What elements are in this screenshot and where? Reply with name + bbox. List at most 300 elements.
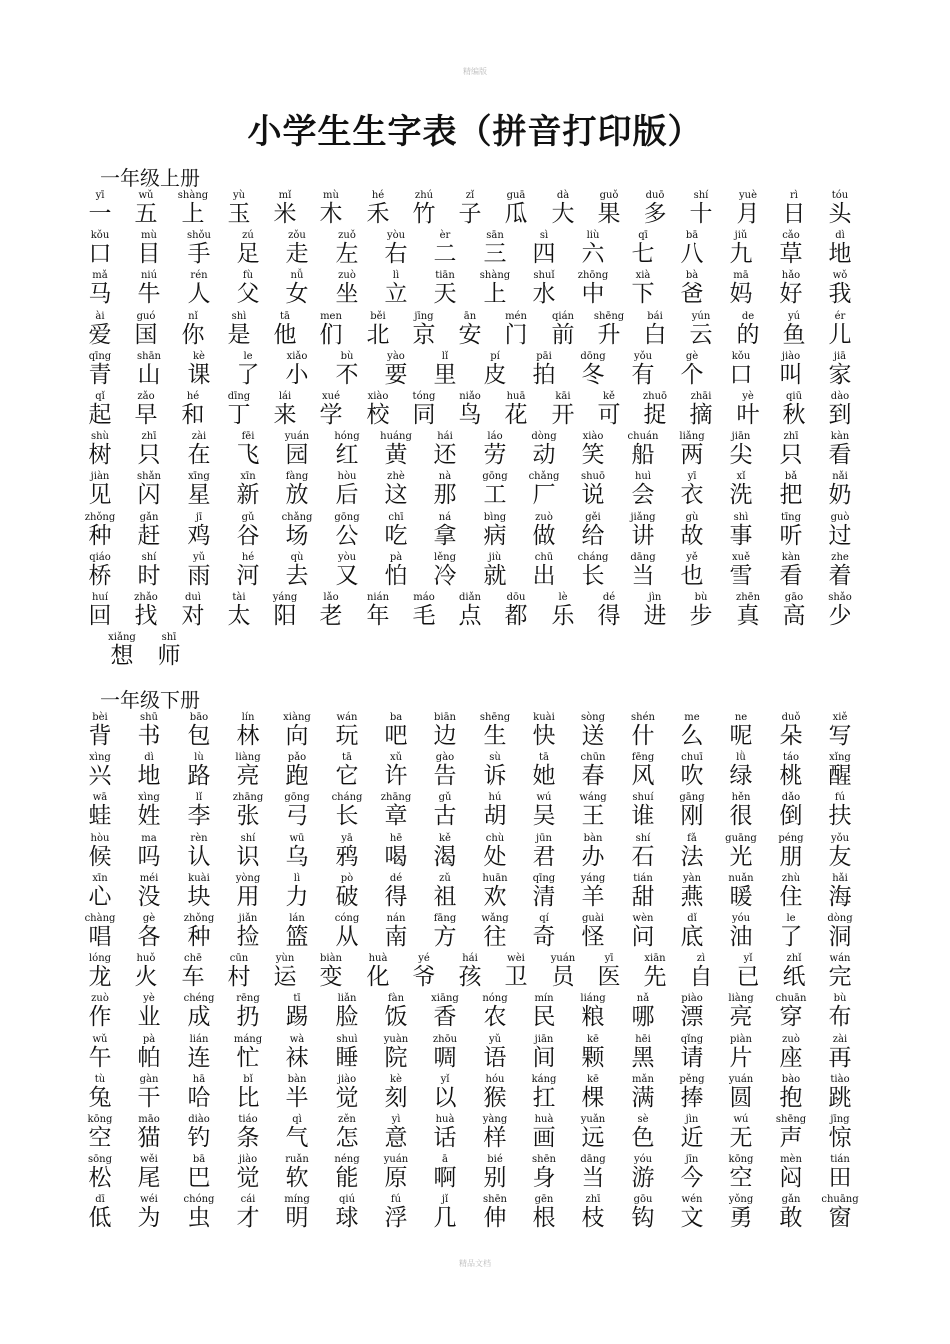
hanzi: 窗 xyxy=(828,1205,852,1231)
character-cell xyxy=(325,1154,369,1194)
character-cell xyxy=(670,993,714,1033)
hanzi: 们 xyxy=(319,322,343,348)
pinyin: qián xyxy=(551,311,574,322)
pinyin: lái xyxy=(278,391,292,402)
character-cell xyxy=(78,873,122,913)
pinyin: me xyxy=(684,712,700,723)
pinyin: qiú xyxy=(338,1194,356,1205)
character-cell xyxy=(402,592,446,632)
character-cell xyxy=(719,512,763,552)
hanzi: 成 xyxy=(187,1004,211,1030)
hanzi: 低 xyxy=(88,1205,112,1231)
pinyin: zhī xyxy=(783,431,799,442)
pinyin: pò xyxy=(340,873,354,884)
character-cell xyxy=(226,993,270,1033)
character-cell xyxy=(541,953,585,993)
character-cell xyxy=(769,1194,813,1234)
character-cell xyxy=(818,512,862,552)
character-cell xyxy=(522,351,566,391)
pinyin: kē xyxy=(587,1034,599,1045)
pinyin: fú xyxy=(834,792,846,803)
hanzi: 南 xyxy=(384,924,408,950)
hanzi: 快 xyxy=(532,723,556,749)
hanzi: 好 xyxy=(779,281,803,307)
character-cell xyxy=(423,792,467,832)
hanzi: 年 xyxy=(366,603,390,629)
character-cell xyxy=(275,270,319,310)
character-cell xyxy=(621,270,665,310)
pinyin: bàn xyxy=(287,1074,307,1085)
pinyin: kè xyxy=(390,1074,402,1085)
character-cell xyxy=(448,391,492,431)
pinyin: lǐ xyxy=(195,792,203,803)
character-cell xyxy=(541,592,585,632)
hanzi: 子 xyxy=(458,201,482,227)
hanzi: 布 xyxy=(828,1004,852,1030)
pinyin: zhī xyxy=(141,431,157,442)
character-cell xyxy=(263,953,307,993)
character-cell xyxy=(719,712,763,752)
character-cell xyxy=(818,953,862,993)
character-cell xyxy=(587,391,631,431)
pinyin: mín xyxy=(534,993,554,1004)
hanzi: 秋 xyxy=(782,402,806,428)
hanzi: 想 xyxy=(110,643,134,669)
character-row xyxy=(0,552,950,592)
pinyin: shí xyxy=(693,190,709,201)
character-cell xyxy=(621,1034,665,1074)
pinyin: shí xyxy=(141,552,157,563)
pinyin: ruǎn xyxy=(285,1154,309,1165)
hanzi: 光 xyxy=(729,844,753,870)
character-cell xyxy=(571,1194,615,1234)
pinyin: xiě xyxy=(832,712,848,723)
pinyin: yī xyxy=(604,953,614,964)
character-cell xyxy=(177,1114,221,1154)
pinyin: shǎo xyxy=(828,592,852,603)
hanzi: 的 xyxy=(736,322,760,348)
pinyin: hé xyxy=(371,190,385,201)
character-cell xyxy=(473,471,517,511)
hanzi: 球 xyxy=(335,1205,359,1231)
character-cell xyxy=(719,993,763,1033)
pinyin: shì xyxy=(231,311,247,322)
character-cell xyxy=(275,1154,319,1194)
page-footer-mark: 精品文档 xyxy=(459,1259,491,1268)
pinyin: hěn xyxy=(731,792,751,803)
pinyin: shǒu xyxy=(186,230,212,241)
pinyin: liǎng xyxy=(679,431,705,442)
pinyin: guā xyxy=(506,190,526,201)
character-cell xyxy=(171,311,215,351)
character-cell xyxy=(423,1034,467,1074)
pinyin: xǐ xyxy=(736,471,746,482)
hanzi: 作 xyxy=(88,1004,112,1030)
character-cell xyxy=(621,712,665,752)
hanzi: 兔 xyxy=(88,1085,112,1111)
character-cell xyxy=(127,351,171,391)
character-cell xyxy=(263,391,307,431)
hanzi: 业 xyxy=(137,1004,161,1030)
character-row xyxy=(0,431,950,471)
hanzi: 才 xyxy=(236,1205,260,1231)
pinyin: tóng xyxy=(412,391,436,402)
pinyin: sù xyxy=(489,752,501,763)
hanzi: 也 xyxy=(680,563,704,589)
character-cell xyxy=(275,712,319,752)
pinyin: tiáo xyxy=(238,1114,258,1125)
character-cell xyxy=(127,752,171,792)
hanzi: 变 xyxy=(319,964,343,990)
hanzi: 间 xyxy=(532,1045,556,1071)
pinyin: duō xyxy=(645,190,665,201)
pinyin: xiàng xyxy=(283,712,311,723)
character-cell xyxy=(818,752,862,792)
hanzi: 再 xyxy=(828,1045,852,1071)
pinyin: qí xyxy=(539,913,549,924)
character-cell xyxy=(177,752,221,792)
pinyin: wā xyxy=(92,792,108,803)
hanzi: 上 xyxy=(483,281,507,307)
character-cell xyxy=(818,351,862,391)
hanzi: 帕 xyxy=(137,1045,161,1071)
character-cell xyxy=(226,471,270,511)
character-cell xyxy=(621,351,665,391)
hanzi: 底 xyxy=(680,924,704,950)
hanzi: 奶 xyxy=(828,482,852,508)
hanzi: 家 xyxy=(828,362,852,388)
pinyin: chuāng xyxy=(821,1194,859,1205)
pinyin: nǎi xyxy=(832,471,848,482)
character-cell xyxy=(769,230,813,270)
hanzi: 手 xyxy=(187,241,211,267)
hanzi: 认 xyxy=(187,844,211,870)
pinyin: péng xyxy=(778,833,804,844)
pinyin: fàn xyxy=(387,993,405,1004)
character-cell xyxy=(769,431,813,471)
hanzi: 敢 xyxy=(779,1205,803,1231)
character-cell xyxy=(127,552,171,592)
pinyin: yī xyxy=(687,471,697,482)
hanzi: 刚 xyxy=(680,803,704,829)
character-cell xyxy=(309,311,353,351)
character-cell xyxy=(263,190,307,230)
hanzi: 意 xyxy=(384,1125,408,1151)
pinyin: wú xyxy=(733,1114,749,1125)
pinyin: shēn xyxy=(483,1194,507,1205)
character-cell xyxy=(226,230,270,270)
pinyin: kě xyxy=(603,391,615,402)
character-cell xyxy=(325,873,369,913)
hanzi: 爸 xyxy=(680,281,704,307)
character-cell xyxy=(769,913,813,953)
character-cell xyxy=(818,1154,862,1194)
character-cell xyxy=(226,270,270,310)
pinyin: zhuō xyxy=(642,391,668,402)
pinyin: hái xyxy=(437,431,453,442)
pinyin: le xyxy=(243,351,253,362)
character-cell xyxy=(177,792,221,832)
hanzi: 路 xyxy=(187,763,211,789)
pinyin: zuò xyxy=(782,1034,800,1045)
pinyin: qīng xyxy=(532,873,556,884)
character-cell xyxy=(679,391,723,431)
hanzi: 京 xyxy=(412,322,436,348)
character-cell xyxy=(78,792,122,832)
character-cell xyxy=(726,391,770,431)
hanzi: 你 xyxy=(181,322,205,348)
character-cell xyxy=(402,391,446,431)
hanzi: 鸟 xyxy=(458,402,482,428)
pinyin: xià xyxy=(635,270,651,281)
character-cell xyxy=(769,873,813,913)
character-row xyxy=(0,1114,950,1154)
character-cell xyxy=(423,993,467,1033)
character-cell xyxy=(633,592,677,632)
hanzi: 生 xyxy=(483,723,507,749)
hanzi: 空 xyxy=(729,1165,753,1191)
character-cell xyxy=(818,792,862,832)
hanzi: 禾 xyxy=(366,201,390,227)
pinyin: xǐng xyxy=(829,752,851,763)
character-cell xyxy=(423,873,467,913)
pinyin: zhōu xyxy=(432,1034,458,1045)
hanzi: 地 xyxy=(137,763,161,789)
character-cell xyxy=(127,512,171,552)
character-cell xyxy=(473,792,517,832)
character-cell xyxy=(78,953,122,993)
character-cell xyxy=(473,752,517,792)
hanzi: 蛙 xyxy=(88,803,112,829)
pinyin: ài xyxy=(95,311,105,322)
character-cell xyxy=(670,913,714,953)
character-row xyxy=(0,1034,950,1074)
character-cell xyxy=(769,552,813,592)
pinyin: gōng xyxy=(284,792,310,803)
character-cell xyxy=(571,1074,615,1114)
hanzi: 大 xyxy=(551,201,575,227)
hanzi: 孩 xyxy=(458,964,482,990)
character-cell xyxy=(522,993,566,1033)
hanzi: 新 xyxy=(236,482,260,508)
pinyin: shēn xyxy=(532,1154,556,1165)
pinyin: chū xyxy=(534,552,554,563)
hanzi: 来 xyxy=(273,402,297,428)
hanzi: 到 xyxy=(828,402,852,428)
hanzi: 许 xyxy=(384,763,408,789)
pinyin: tā xyxy=(342,752,352,763)
hanzi: 米 xyxy=(273,201,297,227)
hanzi: 语 xyxy=(483,1045,507,1071)
pinyin: niú xyxy=(140,270,158,281)
character-cell xyxy=(473,230,517,270)
pinyin: yì xyxy=(391,1114,401,1125)
pinyin: dào xyxy=(830,391,850,402)
pinyin: xiào xyxy=(367,391,389,402)
character-cell xyxy=(78,712,122,752)
hanzi: 那 xyxy=(433,482,457,508)
character-cell xyxy=(769,270,813,310)
pinyin: yǒng xyxy=(728,1194,754,1205)
character-cell xyxy=(571,712,615,752)
hanzi: 月 xyxy=(736,201,760,227)
pinyin: jiǎn xyxy=(238,913,258,924)
character-cell xyxy=(177,993,221,1033)
hanzi: 袜 xyxy=(285,1045,309,1071)
character-cell xyxy=(473,833,517,873)
pinyin: piào xyxy=(681,993,703,1004)
character-cell xyxy=(374,1074,418,1114)
pinyin: dòng xyxy=(531,431,557,442)
pinyin: tián xyxy=(830,1154,850,1165)
hanzi: 谷 xyxy=(236,523,260,549)
hanzi: 连 xyxy=(187,1045,211,1071)
pinyin: jiù xyxy=(488,552,502,563)
hanzi: 六 xyxy=(581,241,605,267)
hanzi: 人 xyxy=(187,281,211,307)
character-cell xyxy=(571,230,615,270)
hanzi: 虫 xyxy=(187,1205,211,1231)
pinyin: shuǐ xyxy=(533,270,555,281)
character-cell xyxy=(571,752,615,792)
pinyin: guó xyxy=(136,311,156,322)
hanzi: 纸 xyxy=(782,964,806,990)
character-cell xyxy=(522,913,566,953)
hanzi: 洗 xyxy=(729,482,753,508)
pinyin: liù xyxy=(586,230,600,241)
character-cell xyxy=(325,993,369,1033)
pinyin: tī xyxy=(293,993,301,1004)
hanzi: 儿 xyxy=(828,322,852,348)
character-cell xyxy=(177,913,221,953)
hanzi: 花 xyxy=(504,402,528,428)
hanzi: 化 xyxy=(366,964,390,990)
hanzi: 很 xyxy=(729,803,753,829)
pinyin: bái xyxy=(647,311,663,322)
character-cell xyxy=(147,632,191,672)
hanzi: 安 xyxy=(458,322,482,348)
hanzi: 从 xyxy=(335,924,359,950)
hanzi: 片 xyxy=(729,1045,753,1071)
character-cell xyxy=(423,833,467,873)
section-heading: 一年级下册 xyxy=(100,688,200,712)
pinyin: gè xyxy=(142,913,156,924)
character-cell xyxy=(325,1034,369,1074)
pinyin: yǒu xyxy=(633,351,653,362)
pinyin: shǎn xyxy=(137,471,161,482)
hanzi: 怪 xyxy=(581,924,605,950)
character-cell xyxy=(325,351,369,391)
pinyin: yā xyxy=(341,833,353,844)
hanzi: 话 xyxy=(433,1125,457,1151)
pinyin: jiǔ xyxy=(734,230,748,241)
hanzi: 北 xyxy=(366,322,390,348)
pinyin: rén xyxy=(190,270,208,281)
character-cell xyxy=(127,230,171,270)
pinyin: mā xyxy=(733,270,749,281)
character-row xyxy=(0,953,950,993)
hanzi: 识 xyxy=(236,844,260,870)
character-cell xyxy=(522,833,566,873)
pinyin: wén xyxy=(681,1194,703,1205)
hanzi: 画 xyxy=(532,1125,556,1151)
character-cell xyxy=(124,311,168,351)
hanzi: 村 xyxy=(227,964,251,990)
character-cell xyxy=(719,792,763,832)
pinyin: guǒ xyxy=(599,190,619,201)
character-cell xyxy=(177,270,221,310)
character-cell xyxy=(473,552,517,592)
hanzi: 怕 xyxy=(384,563,408,589)
hanzi: 唱 xyxy=(88,924,112,950)
pinyin: kōng xyxy=(728,1154,754,1165)
hanzi: 种 xyxy=(88,523,112,549)
hanzi: 故 xyxy=(680,523,704,549)
hanzi: 十 xyxy=(689,201,713,227)
pinyin: bā xyxy=(192,1154,206,1165)
pinyin: zhāng xyxy=(380,792,412,803)
character-cell xyxy=(177,873,221,913)
hanzi: 君 xyxy=(532,844,556,870)
character-cell xyxy=(541,311,585,351)
pinyin: jiào xyxy=(781,351,801,362)
character-cell xyxy=(818,431,862,471)
character-cell xyxy=(670,230,714,270)
pinyin: yé xyxy=(418,953,430,964)
hanzi: 就 xyxy=(483,563,507,589)
hanzi: 扛 xyxy=(532,1085,556,1111)
pinyin: jìn xyxy=(648,592,662,603)
character-cell xyxy=(78,1074,122,1114)
pinyin: lù xyxy=(194,752,204,763)
character-cell xyxy=(423,1114,467,1154)
character-cell xyxy=(818,311,862,351)
character-cell xyxy=(275,993,319,1033)
pinyin: xué xyxy=(322,391,340,402)
pinyin: jūn xyxy=(536,833,552,844)
pinyin: wèi xyxy=(507,953,525,964)
character-cell xyxy=(621,993,665,1033)
pinyin: chóng xyxy=(183,1194,215,1205)
character-cell xyxy=(633,391,677,431)
hanzi: 给 xyxy=(581,523,605,549)
pinyin: nuǎn xyxy=(728,873,754,884)
hanzi: 哪 xyxy=(631,1004,655,1030)
hanzi: 立 xyxy=(384,281,408,307)
character-cell xyxy=(177,552,221,592)
hanzi: 朋 xyxy=(779,844,803,870)
hanzi: 民 xyxy=(532,1004,556,1030)
pinyin: guāng xyxy=(725,833,757,844)
hanzi: 先 xyxy=(643,964,667,990)
hanzi: 拍 xyxy=(532,362,556,388)
character-cell xyxy=(818,873,862,913)
character-cell xyxy=(423,230,467,270)
character-cell xyxy=(670,1154,714,1194)
pinyin: wáng xyxy=(579,792,607,803)
character-cell xyxy=(127,1154,171,1194)
hanzi: 声 xyxy=(779,1125,803,1151)
pinyin: bāo xyxy=(189,712,209,723)
hanzi: 园 xyxy=(285,442,309,468)
character-cell xyxy=(226,1194,270,1234)
character-cell xyxy=(226,351,270,391)
character-row xyxy=(0,1194,950,1234)
pinyin: nián xyxy=(366,592,390,603)
pinyin: zhāi xyxy=(690,391,712,402)
hanzi: 父 xyxy=(236,281,260,307)
hanzi: 远 xyxy=(581,1125,605,1151)
